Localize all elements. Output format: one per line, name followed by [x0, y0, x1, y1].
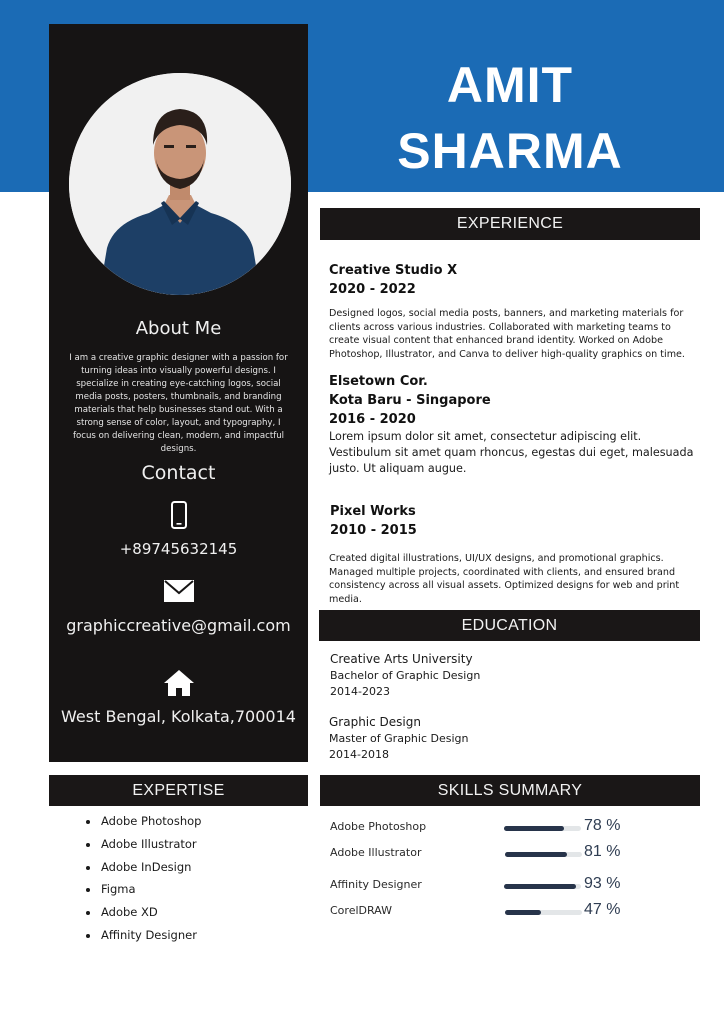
job-company: Creative Studio X — [329, 263, 458, 278]
skill-bar-track — [504, 826, 581, 831]
skill-name: CorelDRAW — [330, 904, 392, 917]
skill-percent: 81 % — [584, 843, 621, 860]
skill-row — [330, 876, 650, 896]
job-description: Designed logos, social media posts, banners, and marketing materials for clients across various industries. Collaborated with marketing teams to create visual content that enhanced brand identity. Worked on Adobe Photoshop, Illustrator, and Canva to deliver high-quality graphics on time. — [329, 308, 685, 360]
job-description: Lorem ipsum dolor sit amet, consectetur adipiscing elit. Vestibulum sit amet quam rhoncus, egestas dui eget, malesuada justo. Ut aliquam augue. — [329, 430, 694, 475]
education-years: 2014-2018 — [329, 748, 389, 761]
about-title: About Me — [135, 318, 222, 339]
profile-photo-illustration — [69, 73, 291, 295]
skill-bar-track — [505, 852, 582, 857]
job-years: 2010 - 2015 — [330, 523, 417, 538]
skill-bar-fill — [505, 910, 541, 915]
phone-icon — [49, 501, 308, 529]
education-header: EDUCATION — [319, 610, 700, 641]
skill-percent: 78 % — [584, 817, 621, 834]
skills-header: SKILLS SUMMARY — [320, 775, 700, 806]
experience-header: EXPERIENCE — [320, 208, 700, 240]
skill-percent: 93 % — [584, 875, 621, 892]
expertise-item: Adobe Photoshop — [86, 810, 201, 833]
job-description: Created digital illustrations, UI/UX designs, and promotional graphics. Managed multiple projects, coordinated with clients, and ensured brand consistency across all visual assets. Optimized designs for web and print media. — [329, 553, 680, 605]
education-years: 2014-2023 — [330, 685, 390, 698]
skill-percent: 47 % — [584, 901, 621, 918]
skill-name: Adobe Illustrator — [330, 846, 422, 859]
education-item — [330, 651, 700, 700]
expertise-item: Adobe XD — [86, 901, 201, 924]
home-icon — [49, 670, 308, 696]
job-years: 2020 - 2022 — [329, 282, 416, 297]
expertise-header: EXPERTISE — [49, 775, 308, 806]
job-years: 2016 - 2020 — [329, 412, 416, 427]
candidate-name — [320, 52, 700, 184]
expertise-item: Adobe Illustrator — [86, 833, 201, 856]
job-3-header — [330, 502, 700, 540]
expertise-item: Figma — [86, 878, 201, 901]
address: West Bengal, Kolkata,700014 — [61, 707, 296, 726]
job-company: Elsetown Cor. — [329, 374, 428, 389]
job-1-header — [329, 261, 699, 299]
expertise-list — [86, 810, 201, 947]
profile-photo — [69, 73, 291, 295]
education-item — [329, 714, 699, 763]
expertise-item: Affinity Designer — [86, 924, 201, 947]
mail-icon — [49, 580, 308, 602]
phone-number[interactable]: +89745632145 — [119, 540, 238, 558]
education-school: Graphic Design — [329, 715, 421, 729]
skill-bar-fill — [504, 884, 576, 889]
job-2-header — [329, 372, 699, 429]
job-location: Kota Baru - Singapore — [329, 393, 491, 408]
contact-title: Contact — [141, 462, 216, 484]
skill-bar-fill — [505, 852, 567, 857]
skill-bar-track — [504, 884, 581, 889]
skill-name: Affinity Designer — [330, 878, 422, 891]
email-address[interactable]: graphiccreative@gmail.com — [66, 616, 291, 635]
skill-bar-fill — [504, 826, 564, 831]
about-text: I am a creative graphic designer with a passion for turning ideas into visually powerful designs. I specialize in creating eye-catching logos, social media posts, posters, thumbnails, and branding materials that help businesses stand out. With a strong sense of color, layout, and typography, I focus on delivering clean, modern, and impactful designs. — [69, 353, 288, 454]
expertise-item: Adobe InDesign — [86, 856, 201, 879]
job-company: Pixel Works — [330, 504, 416, 519]
skill-row — [330, 902, 650, 922]
education-school: Creative Arts University — [330, 652, 473, 666]
skill-row — [330, 844, 650, 864]
skill-row — [330, 818, 650, 838]
skill-bar-track — [505, 910, 582, 915]
skill-name: Adobe Photoshop — [330, 820, 427, 833]
last-name: SHARMA — [397, 123, 623, 179]
first-name: AMIT — [446, 57, 574, 113]
education-degree: Bachelor of Graphic Design — [330, 669, 481, 682]
education-degree: Master of Graphic Design — [329, 732, 469, 745]
